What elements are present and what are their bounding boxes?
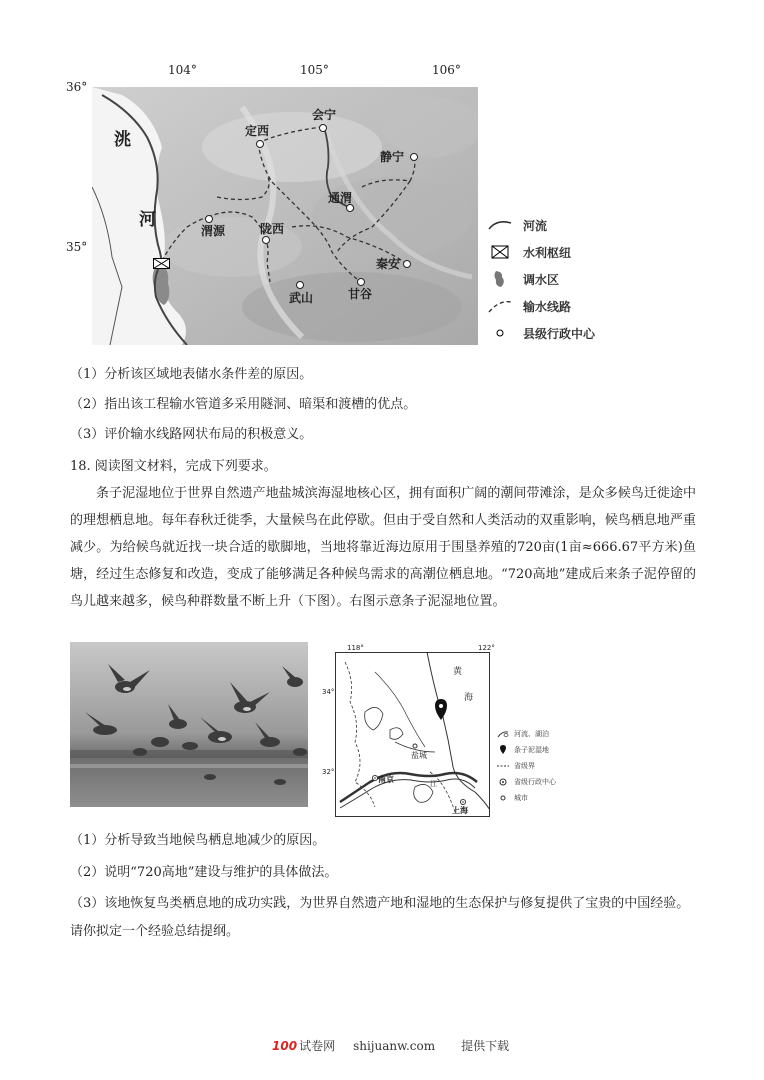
hydro-junction-icon (487, 242, 513, 262)
legend-county-center: 县级行政中心 (487, 323, 595, 343)
place-label: 渭源 (201, 224, 226, 238)
map2-lon-118: 118° (347, 644, 364, 652)
question-18-header: 18. 阅读图文材料，完成下列要求。 (70, 459, 277, 474)
place-label: 定西 (245, 124, 270, 138)
transfer-area-icon (487, 269, 513, 289)
lat-label-36: 36° (66, 80, 88, 94)
wetland-location-map (335, 652, 490, 817)
place-label: 武山 (289, 291, 314, 305)
legend-wetland: 条子泥湿地 (497, 745, 549, 755)
legend-river: 河流 (487, 215, 547, 235)
footer-text: 提供下载 (461, 1039, 510, 1053)
bird-photo (70, 642, 308, 807)
lon-label-106: 106° (432, 63, 461, 77)
boundary-line-icon (497, 761, 509, 771)
place-label: 甘谷 (348, 287, 373, 301)
legend-transfer-area: 调水区 (487, 269, 559, 289)
location-pin-icon (497, 745, 509, 755)
river-label-tao: 洮 (114, 130, 131, 150)
hydro-junction-symbol (153, 254, 170, 265)
footer (272, 1037, 509, 1054)
city-icon (497, 793, 509, 803)
county-center-icon (319, 124, 327, 132)
place-label: 秦安 (376, 257, 401, 271)
site-url[interactable]: shijuanw.com (353, 1038, 436, 1053)
site-logo: 100 (272, 1038, 298, 1053)
transfer-line-icon (487, 296, 513, 316)
capital-icon (497, 777, 509, 787)
question-17-2: （2）指出该工程输水管道多采用隧洞、暗渠和渡槽的优点。 (70, 397, 417, 412)
question-18-material: 条子泥湿地位于世界自然遗产地盐城滨海湿地核心区，拥有面积广阔的潮间带滩涂，是众多候鸟迁徙途中的理想栖息地。每年春秋迁徙季，大量候鸟在此停歇。但由于受自然和人类活动的双重影响，候鸟栖息地严重减少。为给候鸟就近找一块合适的歇脚地，当地将靠近海边原用于围垦养殖的720亩(1亩≈666.67平方米)鱼塘，经过生态修复和改造，变成了能够满足各种候鸟需求的高潮位栖息地。“720高地”建成后来条子泥停留的鸟儿越来越多，候鸟种群数量不断上升（下图）。右图示意条子泥湿地位置。 (70, 486, 696, 609)
county-center-icon (262, 236, 270, 244)
sea-label-hai: 海 (464, 693, 474, 703)
legend-city: 城市 (497, 793, 528, 803)
place-label: 会宁 (312, 108, 337, 122)
county-center-icon (487, 323, 513, 343)
map1-lon-labels (0, 0, 764, 90)
lon-label-104: 104° (168, 63, 197, 77)
map2-legend (497, 729, 587, 819)
river-label-jiang: 江 (430, 780, 437, 788)
river-label-he: 河 (139, 210, 156, 230)
site-name: 试卷网 (299, 1039, 336, 1053)
map2-lat-32: 32° (322, 768, 335, 776)
lon-label-105: 105° (300, 63, 329, 77)
place-label: 陇西 (260, 222, 285, 236)
question-17-1: （1）分析该区域地表储水条件差的原因。 (70, 367, 313, 382)
legend-province-boundary: 省级界 (497, 761, 535, 771)
county-center-icon (296, 281, 304, 289)
legend-hydro-junction: 水利枢纽 (487, 242, 571, 262)
lat-label-35: 35° (66, 240, 88, 254)
city-label-nanjing: 南京 (378, 775, 394, 784)
city-label-yancheng: 盐城 (411, 751, 427, 760)
map2-lon-122: 122° (478, 644, 495, 652)
legend-transfer-line: 输水线路 (487, 296, 571, 316)
map2-lat-34: 34° (322, 688, 335, 696)
county-center-icon (403, 260, 411, 268)
question-17-3: （3）评价输水线路网状布局的积极意义。 (70, 427, 313, 442)
county-center-icon (256, 140, 264, 148)
question-18-1: （1）分析导致当地候鸟栖息地减少的原因。 (70, 833, 326, 848)
place-label: 通渭 (328, 191, 353, 205)
question-18-3: （3）该地恢复鸟类栖息地的成功实践，为世界自然遗产地和湿地的生态保护与修复提供了宝贵的中国经验。请你拟定一个经验总结提纲。 (70, 896, 690, 939)
place-label: 静宁 (380, 150, 405, 164)
sea-label-huang: 黄 (453, 667, 463, 677)
question-18-2: （2）说明“720高地”建设与维护的具体做法。 (70, 865, 338, 880)
map1-legend (487, 215, 627, 345)
county-center-icon (410, 153, 418, 161)
legend-province-capital: 省级行政中心 (497, 777, 556, 787)
city-label-shanghai: 上海 (452, 806, 468, 815)
river-icon (487, 215, 513, 235)
legend-river-lake: 河流、湖泊 (497, 729, 549, 739)
river-lake-icon (497, 729, 509, 739)
